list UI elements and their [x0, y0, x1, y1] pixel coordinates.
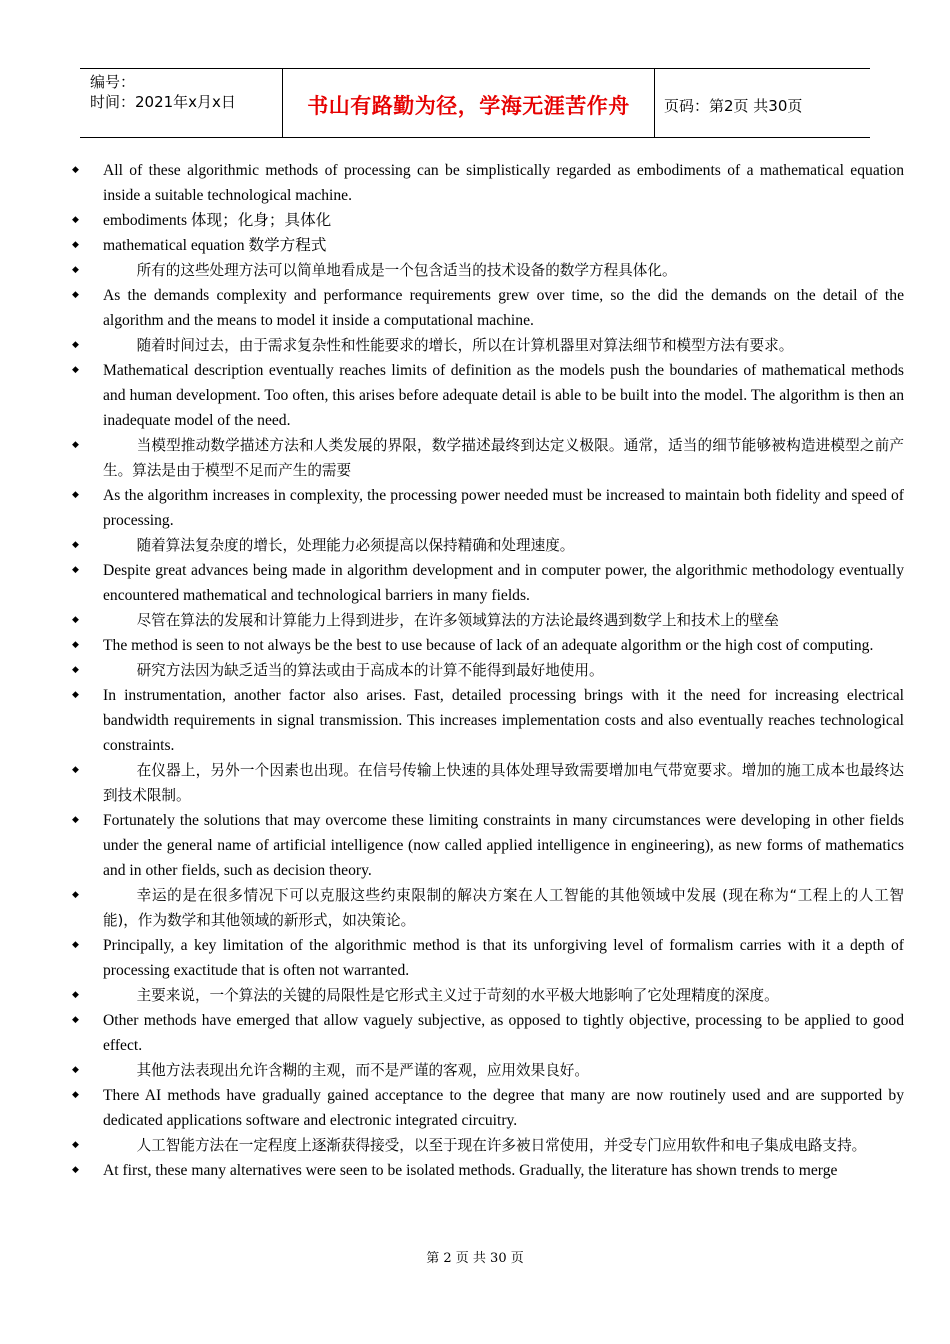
bullet-item [72, 1083, 904, 1133]
bullet-text: 尽管在算法的发展和计算能力上得到进步，在许多领域算法的方法论最终遇到数学上和技术上的壁垒 [136, 612, 779, 629]
bullet-diamond-icon: ◆ [72, 1165, 79, 1175]
bullet-diamond-icon: ◆ [72, 815, 79, 825]
bullet-text: 研究方法因为缺乏适当的算法或由于高成本的计算不能得到最好地使用。 [136, 662, 604, 679]
bullet-text: 所有的这些处理方法可以简单地看成是一个包含适当的技术设备的数学方程具体化。 [136, 262, 677, 279]
bullet-item [72, 808, 904, 883]
bullet-diamond-icon: ◆ [72, 340, 79, 350]
bullet-diamond-icon: ◆ [72, 765, 79, 775]
bullet-item [72, 358, 904, 433]
bullet-item [72, 758, 904, 808]
bullet-text: embodiments 体现；化身；具体化 [103, 212, 332, 229]
document-time-label: 时间：2021年x月x日 [90, 93, 236, 111]
bullet-text: Despite great advances being made in algorithm development and in computer power, the algorithmic methodology eventually encountered mathematical and technological barriers in many fields. [103, 562, 904, 604]
bullet-item [72, 233, 904, 258]
header-motto-cell [282, 69, 655, 137]
bullet-diamond-icon: ◆ [72, 1140, 79, 1150]
bullet-diamond-icon: ◆ [72, 1090, 79, 1100]
bullet-text: 人工智能方法在一定程度上逐渐获得接受，以至于现在许多被日常使用，并受专门应用软件和电子集成电路支持。 [136, 1137, 867, 1154]
bullet-diamond-icon: ◆ [72, 240, 79, 250]
bullet-diamond-icon: ◆ [72, 215, 79, 225]
bullet-diamond-icon: ◆ [72, 290, 79, 300]
bullet-item [72, 158, 904, 208]
bullet-item [72, 1008, 904, 1058]
bullet-diamond-icon: ◆ [72, 1015, 79, 1025]
bullet-item [72, 683, 904, 758]
header-page-info: 页码：第2页 共30页 [664, 96, 803, 115]
header-page-cell [655, 69, 870, 137]
bullet-item [72, 1133, 904, 1158]
bullet-diamond-icon: ◆ [72, 615, 79, 625]
bullet-item [72, 283, 904, 333]
bullet-item [72, 658, 904, 683]
bullet-text: 主要来说，一个算法的关键的局限性是它形式主义过于苛刻的水平极大地影响了它处理精度的深度。 [136, 987, 779, 1004]
bullet-text: 幸运的是在很多情况下可以克服这些约束限制的解决方案在人工智能的其他领域中发展 (现在称为“工程上的人工智能)，作为数学和其他领域的新形式，如决策论。 [103, 887, 904, 929]
bullet-text: There AI methods have gradually gained acceptance to the degree that many are now routinely used and are supported by dedicated applications software and electronic integrated circuitry. [103, 1087, 904, 1129]
page-footer [0, 1247, 950, 1266]
bullet-text: mathematical equation 数学方程式 [103, 237, 327, 254]
bullet-item [72, 983, 904, 1008]
document-body [72, 158, 904, 1183]
bullet-item [72, 433, 904, 483]
bullet-item [72, 558, 904, 608]
bullet-item [72, 533, 904, 558]
bullet-diamond-icon: ◆ [72, 365, 79, 375]
bullet-item [72, 608, 904, 633]
bullet-diamond-icon: ◆ [72, 490, 79, 500]
bullet-text: Other methods have emerged that allow vaguely subjective, as opposed to tightly objective, processing to be applied to good effect. [103, 1012, 904, 1054]
bullet-text: As the demands complexity and performance requirements grew over time, so the did the demands on the detail of the algorithm and the means to model it inside a computational machine. [103, 287, 904, 329]
bullet-text: 在仪器上，另外一个因素也出现。在信号传输上快速的具体处理导致需要增加电气带宽要求。增加的施工成本也最终达到技术限制。 [103, 762, 904, 804]
bullet-diamond-icon: ◆ [72, 640, 79, 650]
bullet-diamond-icon: ◆ [72, 165, 79, 175]
header-table [80, 68, 870, 138]
bullet-text: 其他方法表现出允许含糊的主观，而不是严谨的客观，应用效果良好。 [136, 1062, 589, 1079]
bullet-item [72, 933, 904, 983]
bullet-item [72, 208, 904, 233]
bullet-diamond-icon: ◆ [72, 440, 79, 450]
bullet-diamond-icon: ◆ [72, 1065, 79, 1075]
bullet-text: At first, these many alternatives were seen to be isolated methods. Gradually, the literature has shown trends to merge [103, 1162, 838, 1179]
bullet-text: 随着算法复杂度的增长，处理能力必须提高以保持精确和处理速度。 [136, 537, 575, 554]
footer-page-number: 第 2 页 共 30 页 [426, 1251, 524, 1266]
bullet-text: Fortunately the solutions that may overcome these limiting constraints in many circumstances were developing in other fields under the general name of artificial intelligence (now called applied intelligence in engineering), as new forms of mathematics and in other fields, such as decision theory. [103, 812, 904, 879]
bullet-item [72, 633, 904, 658]
header-meta-cell [80, 69, 282, 137]
bullet-item [72, 483, 904, 533]
bullet-diamond-icon: ◆ [72, 890, 79, 900]
bullet-text: All of these algorithmic methods of processing can be simplistically regarded as embodiments of a mathematical equation inside a suitable technological machine. [103, 162, 904, 204]
bullet-text: Mathematical description eventually reaches limits of definition as the models push the boundaries of mathematical methods and human development. Too often, this arises before adequate detail is able to be built into the model. The algorithm is then an inadequate model of the need. [103, 362, 904, 429]
bullet-diamond-icon: ◆ [72, 265, 79, 275]
bullet-item [72, 1058, 904, 1083]
bullet-diamond-icon: ◆ [72, 990, 79, 1000]
bullet-text: 随着时间过去，由于需求复杂性和性能要求的增长，所以在计算机器里对算法细节和模型方法有要求。 [136, 337, 794, 354]
bullet-diamond-icon: ◆ [72, 565, 79, 575]
bullet-text: As the algorithm increases in complexity, the processing power needed must be increased to maintain both fidelity and speed of processing. [103, 487, 904, 529]
bullet-text: 当模型推动数学描述方法和人类发展的界限，数学描述最终到达定义极限。通常，适当的细节能够被构造进模型之前产生。算法是由于模型不足而产生的需要 [103, 437, 904, 479]
bullet-text: Principally, a key limitation of the algorithmic method is that its unforgiving level of formalism carries with it a depth of processing exactitude that is often not warranted. [103, 937, 904, 979]
bullet-diamond-icon: ◆ [72, 940, 79, 950]
bullet-item [72, 333, 904, 358]
bullet-text: The method is seen to not always be the best to use because of lack of an adequate algorithm or the high cost of computing. [103, 637, 874, 654]
bullet-item [72, 1158, 904, 1183]
bullet-item [72, 258, 904, 283]
bullet-diamond-icon: ◆ [72, 665, 79, 675]
bullet-item [72, 883, 904, 933]
bullet-diamond-icon: ◆ [72, 690, 79, 700]
bullet-diamond-icon: ◆ [72, 540, 79, 550]
bullet-text: In instrumentation, another factor also arises. Fast, detailed processing brings with it the need for increasing electrical bandwidth requirements in signal transmission. This increases implementation costs and also eventually reaches technological constraints. [103, 687, 904, 754]
document-number-label: 编号： [90, 73, 136, 91]
header-motto: 书山有路勤为径，学海无涯苦作舟 [307, 94, 630, 118]
